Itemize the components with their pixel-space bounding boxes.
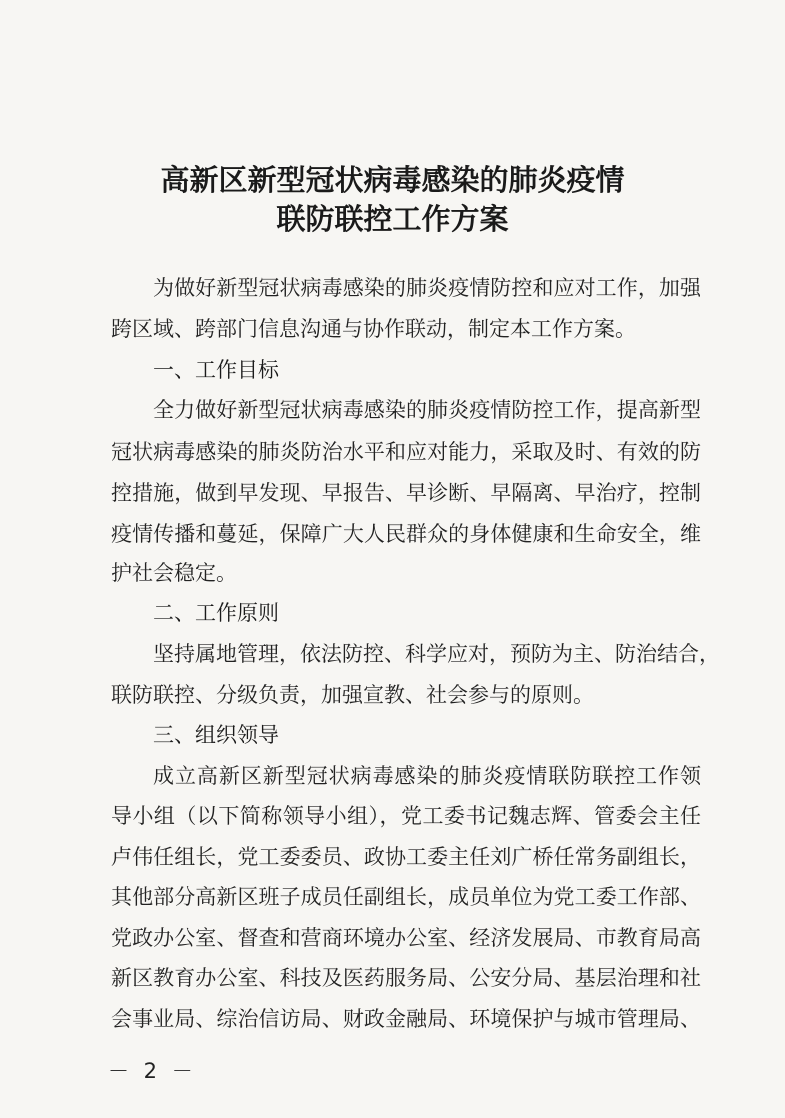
paragraph-line: 全力做好新型冠状病毒感染的肺炎疫情防控工作，提高新型 [153, 398, 701, 422]
paragraph-line: 会事业局、综治信访局、财政金融局、环境保护与城市管理局、 [111, 1007, 701, 1031]
paragraph-line: 新区教育办公室、科技及医药服务局、公安分局、基层治理和社 [111, 966, 701, 990]
page-number: － 2 － [108, 1059, 197, 1083]
paragraph-line: 控措施，做到早发现、早报告、早诊断、早隔离、早治疗，控制 [111, 481, 701, 505]
paragraph-line: 联防联控、分级负责，加强宣教、社会参与的原则。 [111, 683, 594, 707]
paragraph-line: 卢伟任组长，党工委委员、政协工委主任刘广桥任常务副组长， [111, 845, 701, 869]
paragraph-line: 导小组（以下简称领导小组），党工委书记魏志辉、管委会主任 [111, 804, 701, 828]
paragraph-line: 疫情传播和蔓延，保障广大人民群众的身体健康和生命安全，维 [111, 522, 701, 546]
paragraph-line: 坚持属地管理，依法防控、科学应对，预防为主、防治结合， [153, 642, 720, 666]
paragraph-line: 成立高新区新型冠状病毒感染的肺炎疫情联防联控工作领 [153, 764, 701, 788]
intro-line-2: 跨区域、跨部门信息沟通与协作联动，制定本工作方案。 [111, 317, 636, 341]
paragraph-line: 冠状病毒感染的肺炎防治水平和应对能力，采取及时、有效的防 [111, 440, 701, 464]
intro-line-1: 为做好新型冠状病毒感染的肺炎疫情防控和应对工作，加强 [153, 276, 701, 300]
section-heading-principles: 二、工作原则 [153, 601, 279, 625]
section-heading-goals: 一、工作目标 [153, 358, 279, 382]
paragraph-line: 护社会稳定。 [111, 561, 237, 585]
paragraph-line: 党政办公室、督查和营商环境办公室、经济发展局、市教育局高 [111, 926, 701, 950]
paragraph-line: 其他部分高新区班子成员任副组长，成员单位为党工委工作部、 [111, 885, 701, 909]
document-title-line-1: 高新区新型冠状病毒感染的肺炎疫情 [160, 163, 625, 197]
document-title-line-2: 联防联控工作方案 [276, 202, 509, 236]
section-heading-leadership: 三、组织领导 [153, 723, 279, 747]
